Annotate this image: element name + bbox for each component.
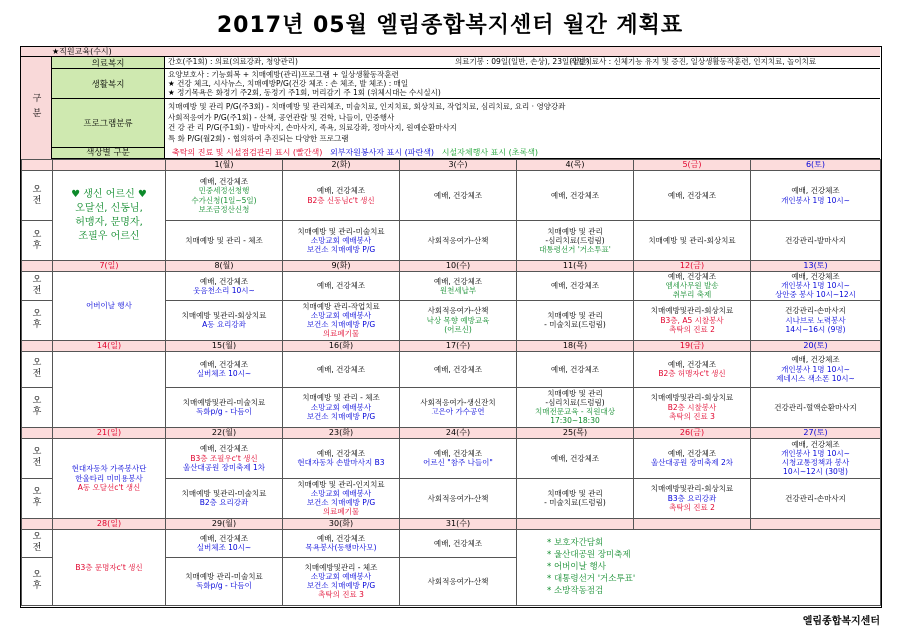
cell-text: 오달선, 신동님, xyxy=(75,202,143,214)
cell-text: 치매예방 및 관리-인지치료 xyxy=(297,479,385,489)
note-item: * 어버이날 행사 xyxy=(547,562,606,573)
legend-red: 축탁의 진료 및 시설점검관리 표시 (빨간색) xyxy=(172,148,323,157)
cell-text: 치매예방 및 관리-미술치료 xyxy=(297,226,385,236)
cell-text: 독화p/g - 다듬이 xyxy=(196,581,252,591)
morning-cell xyxy=(751,351,881,387)
cell-text: 의료폐기물 xyxy=(322,329,360,339)
morning-cell xyxy=(400,529,517,557)
cell-text: 실버체조 10시~ xyxy=(196,543,252,553)
cell-text: 소망교회 예배봉사 xyxy=(310,235,372,245)
cell-text: 허맹자, 문명자, xyxy=(75,216,143,228)
afternoon-cell xyxy=(166,221,283,261)
date-header-row xyxy=(22,261,881,272)
afternoon-cell xyxy=(751,478,881,518)
date-cell: 11(목) xyxy=(517,261,634,272)
date-cell xyxy=(517,518,634,529)
date-header-row xyxy=(22,427,881,438)
date-cell: 7(일) xyxy=(53,261,166,272)
cell-text: 엠세사무원 발송 xyxy=(665,281,719,291)
afternoon-cell xyxy=(634,478,751,518)
date-cell: 10(수) xyxy=(400,261,517,272)
medical-therapy: 작업치료사 : 신체기능 유지 및 증진, 일상생활동작훈련, 인지치료, 놀이치료 xyxy=(570,57,817,66)
cell-text: 예배, 건강체조 xyxy=(667,190,717,200)
medical-label: 의료복지 xyxy=(52,57,165,69)
afternoon-label: 오 후 xyxy=(22,478,53,518)
cell-text: 실버체조 10시~ xyxy=(196,369,252,379)
afternoon-cell xyxy=(283,387,400,427)
cell-text: 보건소 치매예방 P/G xyxy=(306,245,376,255)
cell-text: 예배, 건강체조 xyxy=(316,448,366,458)
cell-text: 보건소 치매예방 P/G xyxy=(306,320,376,330)
morning-cell xyxy=(400,272,517,301)
morning-cell xyxy=(751,272,881,301)
cell-text: 개인봉사 1명 10시~ xyxy=(781,195,850,205)
morning-row xyxy=(22,272,881,301)
cell-text: - 미술치료(드럼림) xyxy=(544,498,606,508)
cell-text: 17:30~18:30 xyxy=(550,416,600,426)
cell-text: 예배, 건강체조 xyxy=(433,448,483,458)
cell-text: 소망교회 예배봉사 xyxy=(310,571,372,581)
cell-text: 사회적응여가-산책 xyxy=(427,306,489,316)
date-cell xyxy=(53,160,166,171)
date-cell: 22(월) xyxy=(166,427,283,438)
cell-text: 예배, 건강체조 xyxy=(316,533,366,543)
page-title: 2017년 05월 엘림종합복지센터 월간 계획표 xyxy=(216,13,684,38)
afternoon-cell xyxy=(400,478,517,518)
date-header-blank xyxy=(22,261,53,272)
cell-text: 예배, 건강체조 xyxy=(791,355,840,365)
cell-text: 예배, 건강체조 xyxy=(550,453,600,463)
cell-text: 어르신 "참주 나들이" xyxy=(423,458,493,468)
morning-cell xyxy=(166,438,283,478)
cell-text: B3층 요리강좌 xyxy=(667,493,717,503)
cell-text: 예배, 건강체조 xyxy=(199,359,249,369)
cell-text: 현대자동차 가족봉사단 xyxy=(71,464,147,474)
cell-text: 예배, 건강체조 xyxy=(667,272,717,281)
cell-text: B3층 조필우c't 생신 xyxy=(190,453,258,463)
date-cell xyxy=(634,518,751,529)
cell-text: 치매예방 및 관리 xyxy=(547,310,603,320)
cell-text: 사회적응여가-생신잔치 xyxy=(420,397,496,407)
sunday-cell xyxy=(53,438,166,518)
cell-text: 촉탁의 진료 2 xyxy=(669,502,715,512)
cell-text: 개인봉사 1명 10시~ xyxy=(781,448,850,458)
cell-text: 울산대공원 장미축제 2차 xyxy=(651,458,733,468)
cell-text: 10시~12시 (30명) xyxy=(783,467,848,477)
afternoon-cell xyxy=(517,387,634,427)
date-cell: 2(화) xyxy=(283,160,400,171)
plan-frame xyxy=(20,46,882,608)
life-label: 생활복지 xyxy=(52,69,165,99)
cell-text: 치매예방 및 관리 xyxy=(547,488,603,498)
cell-text: 시청교통정책과 봉사 xyxy=(781,458,850,468)
cell-text: ♥ 생신 어르신 ♥ xyxy=(71,188,147,200)
cell-text: 보건소 치매예방 P/G xyxy=(306,498,376,508)
date-header-row xyxy=(22,160,881,171)
morning-cell xyxy=(517,438,634,478)
staff-education: ★직원교육(수시) xyxy=(21,47,880,57)
cell-text: 치매예방 관리-미술치료 xyxy=(185,571,263,581)
cell-text: 건강관리-손마사지 xyxy=(785,306,846,316)
medical-doctor: 의료기봉 : 09일(일반, 손상), 23일(일반) xyxy=(455,57,590,66)
medical-row xyxy=(165,57,880,69)
afternoon-label: 오 후 xyxy=(22,221,53,261)
morning-cell xyxy=(283,529,400,557)
date-cell: 3(수) xyxy=(400,160,517,171)
birthday-cell xyxy=(53,171,166,261)
sunday-cell xyxy=(53,272,166,341)
morning-label: 오 전 xyxy=(22,171,53,221)
cell-text: 치매예방및관리 - 체조 xyxy=(304,562,378,572)
cell-text: 촉탁의 진료 3 xyxy=(669,411,715,421)
cell-text: (어르신) xyxy=(444,324,472,334)
date-header-blank xyxy=(22,340,53,351)
cell-text: 사회적응여가-산책 xyxy=(427,235,489,245)
cell-text: 목욕봉사(동행마사모) xyxy=(305,543,377,553)
cell-text: B2층 신동님c't 생신 xyxy=(307,195,375,205)
morning-cell xyxy=(400,438,517,478)
cell-text: 보건소 치매예방 P/G xyxy=(306,411,376,421)
date-cell: 16(화) xyxy=(283,340,400,351)
cell-text: 치매예방 및 관리 xyxy=(547,226,603,236)
cell-text: 건강관리-발마사지 xyxy=(785,235,846,245)
cell-text: 현대자동차 손발마사지 B3 xyxy=(297,458,385,468)
afternoon-label: 오 후 xyxy=(22,557,53,605)
morning-label: 오 전 xyxy=(22,529,53,557)
morning-row xyxy=(22,171,881,221)
cell-text: 치매예방및관리-회상치료 xyxy=(650,393,734,403)
date-cell xyxy=(751,518,881,529)
cell-text: 보건소 치매예방 P/G xyxy=(306,581,376,591)
cell-text: 치매예방 및관리-회상치료 xyxy=(181,310,267,320)
cell-text: 예배, 건강체조 xyxy=(667,448,717,458)
date-cell: 6(토) xyxy=(751,160,881,171)
date-cell: 13(토) xyxy=(751,261,881,272)
afternoon-cell xyxy=(166,557,283,605)
afternoon-cell xyxy=(751,300,881,340)
afternoon-cell xyxy=(517,478,634,518)
afternoon-cell xyxy=(634,221,751,261)
afternoon-cell xyxy=(283,478,400,518)
date-cell: 28(일) xyxy=(53,518,166,529)
note-item: * 보호자간담회 xyxy=(547,538,604,549)
legend-label: 색상별 구분 xyxy=(52,148,165,158)
legend-blue: 외부자원봉사자 표시 (파란색) xyxy=(329,148,435,157)
center-name-footer: 엘림종합복지센터 xyxy=(802,616,880,627)
cell-text: 예배, 건강체조 xyxy=(550,364,600,374)
date-cell: 15(월) xyxy=(166,340,283,351)
afternoon-cell xyxy=(751,387,881,427)
date-cell: 27(토) xyxy=(751,427,881,438)
cell-text: 예배, 건강체조 xyxy=(199,533,249,543)
cell-text: 개인봉사 1명 10시~ xyxy=(781,281,850,291)
date-cell: 18(목) xyxy=(517,340,634,351)
cell-text: 취부리 축제 xyxy=(672,290,712,300)
morning-cell xyxy=(166,351,283,387)
date-cell: 4(목) xyxy=(517,160,634,171)
afternoon-cell xyxy=(166,478,283,518)
date-cell: 9(화) xyxy=(283,261,400,272)
program-label: 프로그램분류 xyxy=(52,99,165,148)
program-line: 특 화 P/G(월2회) - 협의하여 추진되는 다양한 프로그램 xyxy=(168,133,349,143)
program-line: 치매예방 및 관리 P/G(주3회) - 치매예방 및 관리체조, 미술치료, 인지치료, 회상치료, 작업치료, 심리치료, 요리 · 영양강좌 xyxy=(168,102,566,111)
date-cell: 23(화) xyxy=(283,427,400,438)
cell-text: 치매예방 관리-작업치료 xyxy=(302,301,380,311)
cell-text: B2층 시찰봉사 xyxy=(667,402,717,412)
cell-text: 치매예방및관리-회상치료 xyxy=(650,306,734,316)
date-header-blank xyxy=(22,160,53,171)
color-legend xyxy=(52,148,880,159)
cell-text: 치매예방및관리-미술치료 xyxy=(182,397,266,407)
afternoon-cell xyxy=(400,300,517,340)
morning-cell xyxy=(283,351,400,387)
cell-text: 촉탁의 진료 3 xyxy=(318,590,364,600)
cell-text: 예배, 건강체조 xyxy=(316,186,366,196)
info-section xyxy=(21,47,880,159)
life-line: ★ 건강 체크, 시사뉴스, 치매예방P/G(건강 체조 : 손 체조, 발 체조) : 매일 xyxy=(168,79,409,88)
afternoon-cell xyxy=(400,221,517,261)
cell-text: 예배, 건강체조 xyxy=(199,177,249,187)
legend-items xyxy=(172,148,538,158)
date-header-blank xyxy=(22,427,53,438)
note-item: * 울산대공원 장미축제 xyxy=(547,550,631,561)
cell-text: 개인봉사 1명 10시~ xyxy=(781,364,850,374)
date-cell: 29(월) xyxy=(166,518,283,529)
cell-text: 치매전문교육 - 직원대상 xyxy=(535,407,615,417)
category-side-label: 구분 xyxy=(21,57,52,159)
cell-text: B2층 요리강좌 xyxy=(199,498,249,508)
date-cell: 26(금) xyxy=(634,427,751,438)
morning-label: 오 전 xyxy=(22,351,53,387)
morning-cell xyxy=(166,171,283,221)
date-cell: 8(월) xyxy=(166,261,283,272)
cell-text: 보조금정산신청 xyxy=(198,204,250,214)
life-row xyxy=(165,69,880,99)
cell-text: 예배, 건강체조 xyxy=(433,276,483,286)
cell-text: 치매예방 및 관리 - 체조 xyxy=(302,393,380,403)
cell-text: 낙상 목향 예방교육 xyxy=(426,315,490,325)
afternoon-label: 오 후 xyxy=(22,387,53,427)
cell-text: A동 요리강좌 xyxy=(202,320,246,330)
cell-text: 치매예방및관리-회상치료 xyxy=(650,484,734,494)
morning-row xyxy=(22,529,881,557)
cell-text: 치매예방 및관리-미술치료 xyxy=(181,488,267,498)
cell-text: B3층, A5 시찰봉사 xyxy=(660,315,724,325)
cell-text: 민중세정선청행 xyxy=(198,186,250,196)
morning-cell xyxy=(166,529,283,557)
date-cell: 25(목) xyxy=(517,427,634,438)
date-header-row xyxy=(22,518,881,529)
date-header-blank xyxy=(22,518,53,529)
cell-text: 예배, 건강체조 xyxy=(433,364,483,374)
cell-text: 고은아 가수공연 xyxy=(431,407,485,417)
cell-text: 예배, 건강체조 xyxy=(433,190,483,200)
date-cell: 31(수) xyxy=(400,518,517,529)
monthly-notes xyxy=(517,529,881,605)
life-line: 요양보호사 : 기능회복 + 치매예방(관리)프로그램 + 일상생활동작훈련 xyxy=(168,70,399,79)
morning-cell xyxy=(751,171,881,221)
cell-text: 예배, 건강체조 xyxy=(550,281,600,291)
cell-text: 소망교회 예배봉사 xyxy=(310,310,372,320)
program-row xyxy=(165,99,880,148)
cell-text: 소망교회 예배봉사 xyxy=(310,402,372,412)
program-line: 사회적응여가 P/G(주1회) - 산책, 공연관람 및 견학, 나들이, 민중행사 xyxy=(168,112,395,122)
date-cell: 14(일) xyxy=(53,340,166,351)
cell-text: 치매예방 및 관리 - 체조 xyxy=(185,235,263,245)
morning-cell xyxy=(166,272,283,301)
cell-text: 독화p/g - 다듬이 xyxy=(196,407,252,417)
afternoon-cell xyxy=(400,387,517,427)
cell-text: 제네시스 색소폰 10시~ xyxy=(776,373,855,383)
morning-row xyxy=(22,351,881,387)
date-header-row xyxy=(22,340,881,351)
cell-text: 소망교회 예배봉사 xyxy=(310,488,372,498)
cell-text: 건강관리-손마사지 xyxy=(785,493,846,503)
cell-text: 예배, 건강체조 xyxy=(433,538,483,548)
afternoon-cell xyxy=(166,300,283,340)
cell-text: 조필우 어르신 xyxy=(78,230,140,242)
program-line: 건 강 관 리 P/G(주1회) - 발마사지, 손마사지, 족욕, 의료강좌, 정마사지, 원예순환마사지 xyxy=(168,123,457,132)
date-cell: 19(금) xyxy=(634,340,751,351)
afternoon-cell xyxy=(166,387,283,427)
afternoon-cell xyxy=(517,300,634,340)
cell-text: 14시~16시 (9명) xyxy=(785,324,846,334)
cell-text: 예배, 건강체조 xyxy=(791,186,840,196)
morning-label: 오 전 xyxy=(22,438,53,478)
cell-text: 예배, 건강체조 xyxy=(550,190,600,200)
cell-text: 울산대공원 장미축제 1차 xyxy=(183,462,265,472)
morning-cell xyxy=(634,351,751,387)
morning-cell xyxy=(517,272,634,301)
morning-cell xyxy=(283,272,400,301)
medical-nurse: 간호(주1회) : 의료(의료강좌, 청양관리) xyxy=(168,57,298,66)
cell-text: -심리치료(드럼림) xyxy=(545,235,605,245)
cell-text: 사회적응여가-산책 xyxy=(427,493,489,503)
morning-cell xyxy=(634,272,751,301)
cell-text: 촉탁의 진료 2 xyxy=(669,324,715,334)
cell-text: 건강관리-혈액순환마사지 xyxy=(774,402,857,412)
cell-text: 의료폐기물 xyxy=(322,507,360,517)
cell-text: 예배, 건강체조 xyxy=(316,281,366,291)
cell-text: 예배, 건강체조 xyxy=(791,272,840,281)
cell-text: 예배, 건강체조 xyxy=(791,439,840,449)
cell-text: 예배, 건강체조 xyxy=(199,444,249,454)
afternoon-cell xyxy=(283,557,400,605)
morning-cell xyxy=(283,171,400,221)
afternoon-cell xyxy=(634,387,751,427)
cell-text: 예배, 건강체조 xyxy=(667,359,717,369)
note-item: * 소방작동점검 xyxy=(547,586,604,597)
cell-text: -심리치료(드럼림) xyxy=(545,397,605,407)
date-cell: 24(수) xyxy=(400,427,517,438)
cell-text: 원천세납부 xyxy=(439,285,477,295)
afternoon-cell xyxy=(400,557,517,605)
cell-text: 예배, 건강체조 xyxy=(199,276,249,286)
afternoon-cell xyxy=(751,221,881,261)
cell-text: 치매예방 및 관리-회상치료 xyxy=(648,235,736,245)
cell-text: 수가신청(1일~5일) xyxy=(191,195,257,205)
cell-text: 대통령선거 '거소투표' xyxy=(539,245,611,255)
afternoon-cell xyxy=(634,300,751,340)
date-cell: 17(수) xyxy=(400,340,517,351)
afternoon-cell xyxy=(283,221,400,261)
legend-green: 시설자체행사 표시 (초록색) xyxy=(441,148,539,157)
morning-cell xyxy=(400,351,517,387)
cell-text: 웃음천소리 10시~ xyxy=(193,285,255,295)
cell-text: 한울타리 미미용봉사 xyxy=(75,473,143,483)
date-cell: 20(토) xyxy=(751,340,881,351)
cell-text: 상안중 봉사 10시~12시 xyxy=(775,290,856,300)
life-line: ★ 정기목욕은 화정기 주2회, 동정기 주1회, 머리감기 주 1회 (위체시대는 수시실시) xyxy=(168,88,441,97)
sunday-cell xyxy=(53,529,166,605)
cell-text: 사회적응여가-산책 xyxy=(427,576,489,586)
cell-text: A동 오달선c't 생신 xyxy=(77,482,141,492)
date-cell: 12(금) xyxy=(634,261,751,272)
morning-cell xyxy=(634,438,751,478)
afternoon-cell xyxy=(283,300,400,340)
cell-text: - 미술치료(드럼림) xyxy=(544,320,606,330)
morning-cell xyxy=(517,351,634,387)
morning-cell xyxy=(634,171,751,221)
date-cell: 21(일) xyxy=(53,427,166,438)
cell-text: 시나브로 노력봉사 xyxy=(785,315,846,325)
morning-row xyxy=(22,438,881,478)
note-item: * 대통령선거 '거소투표' xyxy=(547,574,636,585)
date-cell: 1(월) xyxy=(166,160,283,171)
morning-cell xyxy=(517,171,634,221)
morning-cell xyxy=(400,171,517,221)
date-cell: 5(금) xyxy=(634,160,751,171)
morning-cell xyxy=(751,438,881,478)
afternoon-cell xyxy=(517,221,634,261)
cell-text: B3층 문명자c't 생신 xyxy=(75,562,143,572)
cell-text: B2층 허맹자c't 생신 xyxy=(658,369,726,379)
morning-label: 오 전 xyxy=(22,272,53,301)
monthly-calendar xyxy=(21,159,881,606)
cell-text: 치매예방 및 관리 xyxy=(547,388,603,398)
cell-text: 예배, 건강체조 xyxy=(316,364,366,374)
date-cell: 30(화) xyxy=(283,518,400,529)
sunday-cell xyxy=(53,351,166,427)
cell-text: 어버이날 행사 xyxy=(86,301,132,311)
afternoon-label: 오 후 xyxy=(22,300,53,340)
morning-cell xyxy=(283,438,400,478)
